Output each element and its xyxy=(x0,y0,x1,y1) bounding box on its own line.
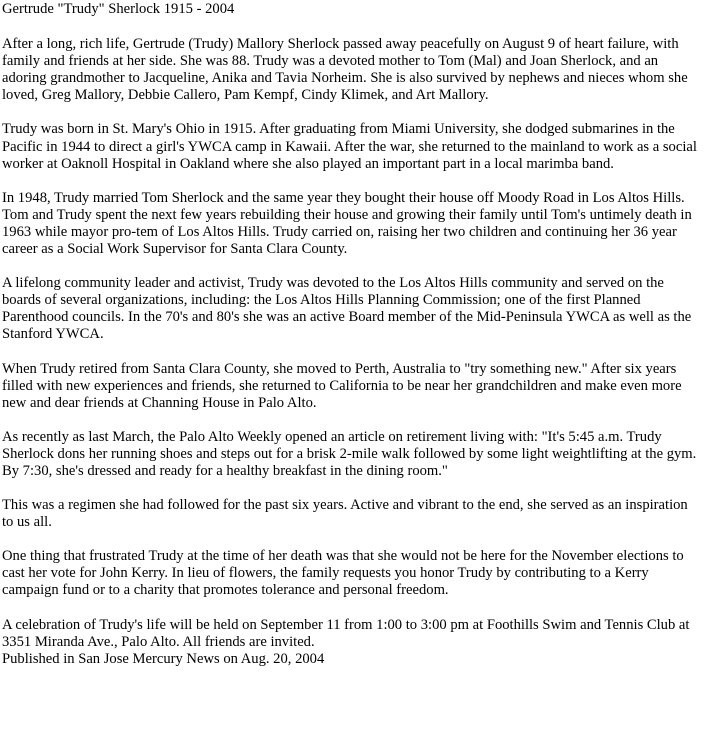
paragraph-celebration: A celebration of Trudy's life will be held on September 11 from 1:00 to 3:00 pm at Foothills Swim and Tennis Club at 3351 Miranda Ave., Palo Alto. All friends are invited. xyxy=(2,616,690,650)
paragraph-elections: One thing that frustrated Trudy at the time of her death was that she would not be here for the November elections to cast her vote for John Kerry. In lieu of flowers, the family requests you honor Trudy by contributing to a Kerry campaign fund or to a charity that promotes tolerance and personal freedom. xyxy=(2,548,684,599)
paragraph-regimen: This was a regimen she had followed for the past six years. Active and vibrant to the end, she served as an inspiration to us all. xyxy=(2,497,688,531)
paragraph-retirement: When Trudy retired from Santa Clara County, she moved to Perth, Australia to "try something new." After six years filled with new experiences and friends, she returned to California to be near her grandchildren and make even more new and dear friends at Channing House in Palo Alto. xyxy=(2,360,682,411)
paragraph-family: In 1948, Trudy married Tom Sherlock and the same year they bought their house off Moody Road in Los Altos Hills. Tom and Trudy spent the next few years rebuilding their house and growing their family until Tom's untimely death in 1963 while mayor pro-tem of Los Altos Hills. Trudy carried on, raising her two children and continuing her 36 year career as a Social Work Supervisor for Santa Clara County. xyxy=(2,189,692,258)
obituary-title: Gertrude "Trudy" Sherlock 1915 - 2004 xyxy=(2,1,235,17)
paragraph-community: A lifelong community leader and activist, Trudy was devoted to the Los Altos Hills community and served on the boards of several organizations, including: the Los Altos Hills Planning Commission; one of the first Planned Parenthood councils. In the 70's and 80's she was an active Board member of the Mid-Peninsula YWCA as well as the Stanford YWCA. xyxy=(2,275,692,343)
paragraph-early-life: Trudy was born in St. Mary's Ohio in 1915. After graduating from Miami University, she dodged submarines in the Pacific in 1944 to direct a girl's YWCA camp in Kawaii. After the war, she returned to the mainland to work as a social worker at Oaknoll Hospital in Oakland where she also played an important part in a local marimba band. xyxy=(2,121,697,172)
publication-note: Published in San Jose Mercury News on Aug. 20, 2004 xyxy=(2,650,325,667)
paragraph-survivors: After a long, rich life, Gertrude (Trudy) Mallory Sherlock passed away peacefully on August 9 of heart failure, with family and friends at her side. She was 88. Trudy was a devoted mother to Tom (Mal) and Joan Sherlock, and an adoring grandmother to Jacqueline, Anika and Tavia Norheim. She is also survived by nephews and nieces whom she loved, Greg Mallory, Debbie Callero, Pam Kempf, Cindy Klimek, and Art Mallory. xyxy=(2,36,688,104)
paragraph-weekly-article: As recently as last March, the Palo Alto Weekly opened an article on retirement living with: "It's 5:45 a.m. Trudy Sherlock dons her running shoes and steps out for a brisk 2-mile walk followed by some light weightlifting at the gym. By 7:30, she's dressed and ready for a healthy breakfast in the dining room." xyxy=(2,428,697,479)
